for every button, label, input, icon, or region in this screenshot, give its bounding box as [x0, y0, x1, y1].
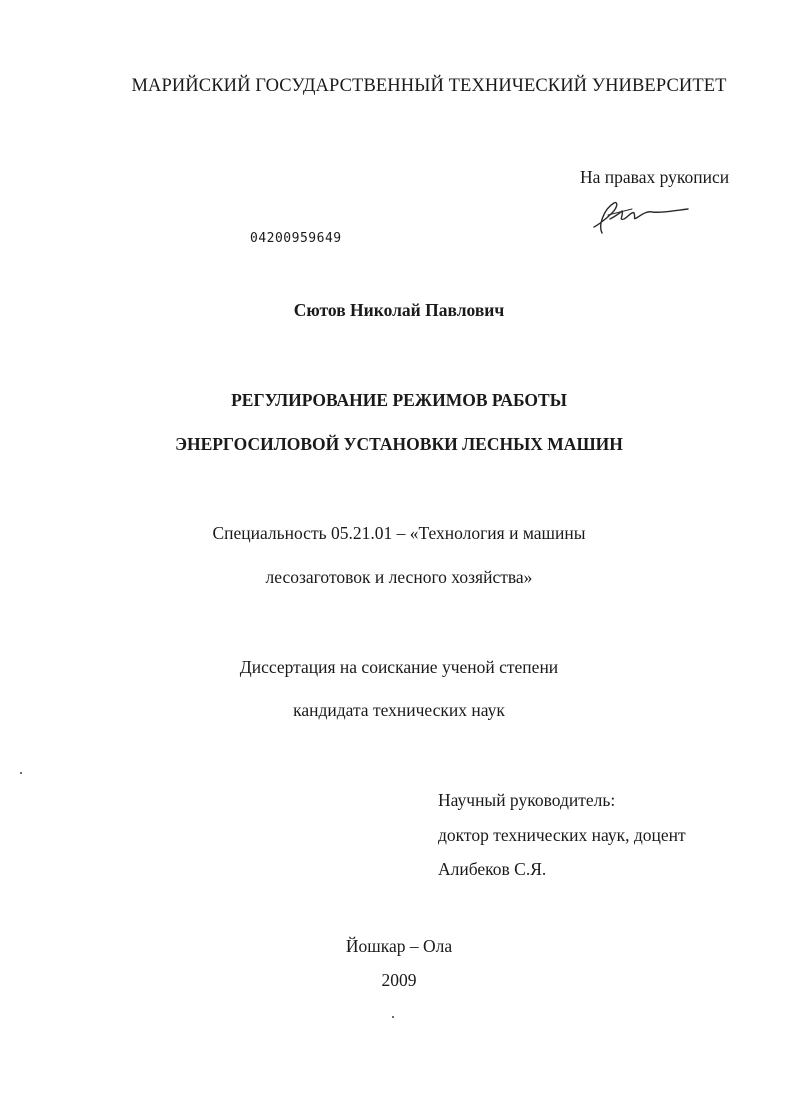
advisor-name: Алибеков С.Я.	[438, 859, 547, 879]
city: Йошкар – Ола	[345, 936, 453, 956]
university-name: МАРИЙСКИЙ ГОСУДАРСТВЕННЫЙ ТЕХНИЧЕСКИЙ УНИВЕРСИТЕТ	[131, 76, 727, 96]
degree-line-2: кандидата технических наук	[293, 700, 505, 720]
thesis-title-line-1: РЕГУЛИРОВАНИЕ РЕЖИМОВ РАБОТЫ	[231, 390, 567, 410]
degree-line-1: Диссертация на соискание ученой степени	[239, 657, 559, 677]
author-name: Сютов Николай Павлович	[293, 300, 505, 320]
document-code: 04200959649	[250, 231, 342, 246]
thesis-title-line-2: ЭНЕРГОСИЛОВОЙ УСТАНОВКИ ЛЕСНЫХ МАШИН	[175, 434, 623, 454]
signature-icon	[588, 195, 692, 237]
year: 2009	[381, 970, 417, 990]
specialty-line-1: Специальность 05.21.01 – «Технология и машины	[212, 523, 586, 543]
advisor-degree: доктор технических наук, доцент	[438, 825, 686, 845]
advisor-label: Научный руководитель:	[438, 790, 616, 810]
scan-speck	[392, 1016, 394, 1018]
manuscript-rights-note: На правах рукописи	[580, 167, 730, 187]
specialty-line-2: лесозаготовок и лесного хозяйства»	[265, 567, 533, 587]
scan-speck	[20, 772, 22, 774]
